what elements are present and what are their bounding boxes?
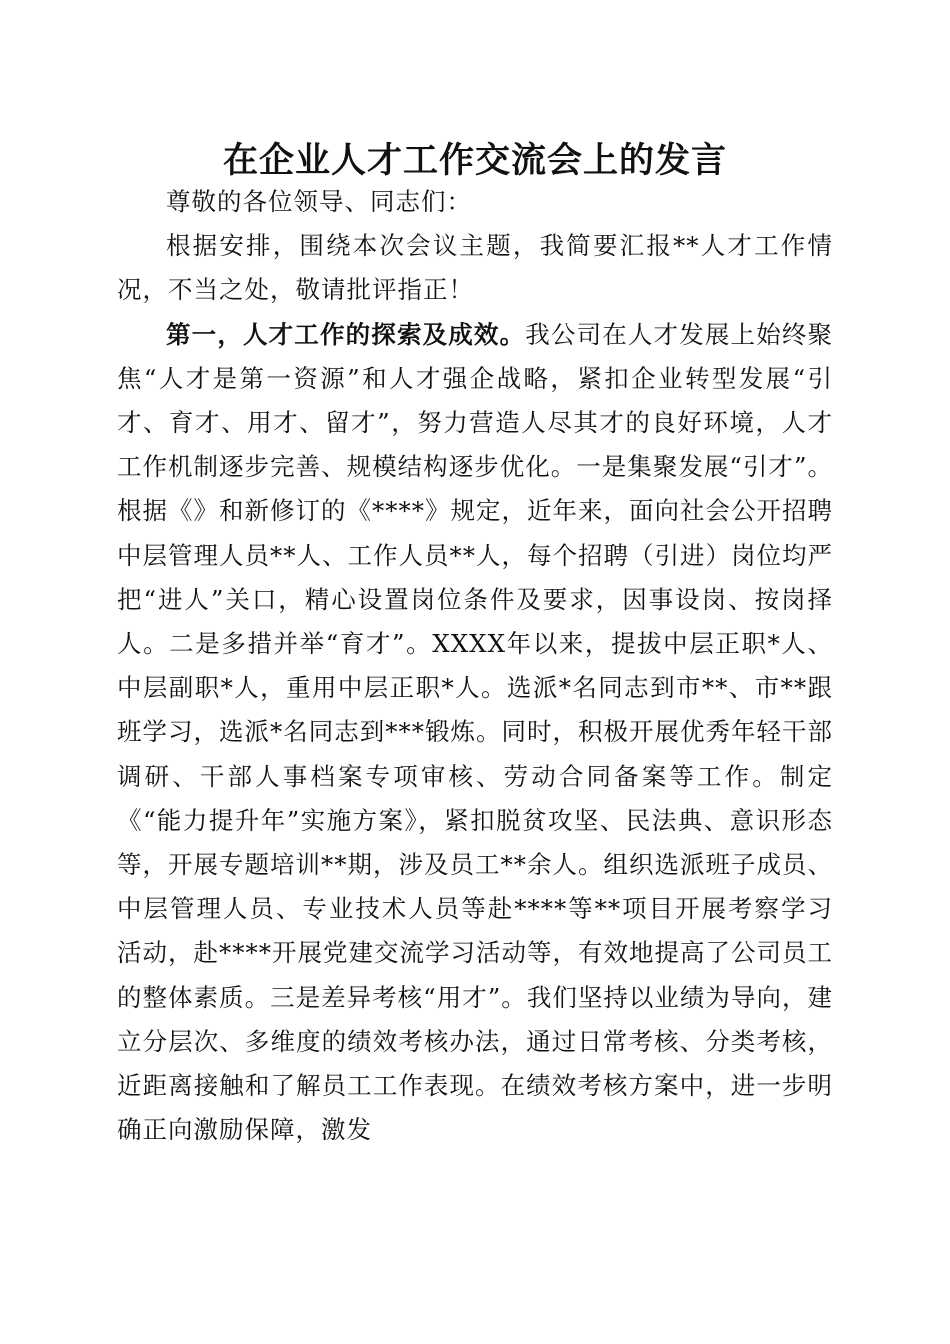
document-body bbox=[117, 180, 833, 1152]
section-one-heading: 第一，人才工作的探索及成效。 bbox=[166, 319, 526, 349]
section-one-text: 我公司在人才发展上始终聚焦“人才是第一资源”和人才强企战略，紧扣企业转型发展“引才、育才、用才、留才”，努力营造人尽其才的良好环境，人才工作机制逐步完善、规模结构逐步优化。一是集聚发展“引才”。根据《》和新修订的《****》规定，近年来，面向社会公开招聘中层管理人员**人、工作人员**人，每个招聘（引进）岗位均严把“进人”关口，精心设置岗位条件及要求，因事设岗、按岗择人。二是多措并举“育才”。XXXX年以来，提拔中层正职*人、中层副职*人，重用中层正职*人。选派*名同志到市**、市**跟班学习，选派*名同志到***锻炼。同时，积极开展优秀年轻干部调研、干部人事档案专项审核、劳动合同备案等工作。制定《“能力提升年”实施方案》，紧扣脱贫攻坚、民法典、意识形态等，开展专题培训**期，涉及员工**余人。组织选派班子成员、中层管理人员、专业技术人员等赴****等**项目开展考察学习活动，赴****开展党建交流学习活动等，有效地提高了公司员工的整体素质。三是差异考核“用才”。我们坚持以业绩为导向，建立分层次、多维度的绩效考核办法，通过日常考核、分类考核，近距离接触和了解员工工作表现。在绩效考核方案中，进一步明确正向激励保障，激发 bbox=[117, 319, 834, 1145]
section-one-paragraph bbox=[117, 313, 833, 1153]
document-title: 在企业人才工作交流会上的发言 bbox=[222, 140, 727, 181]
salutation-paragraph: 尊敬的各位领导、同志们： bbox=[166, 187, 472, 216]
intro-paragraph: 根据安排，围绕本次会议主题，我简要汇报**人才工作情况，不当之处，敬请批评指正！ bbox=[117, 231, 833, 305]
